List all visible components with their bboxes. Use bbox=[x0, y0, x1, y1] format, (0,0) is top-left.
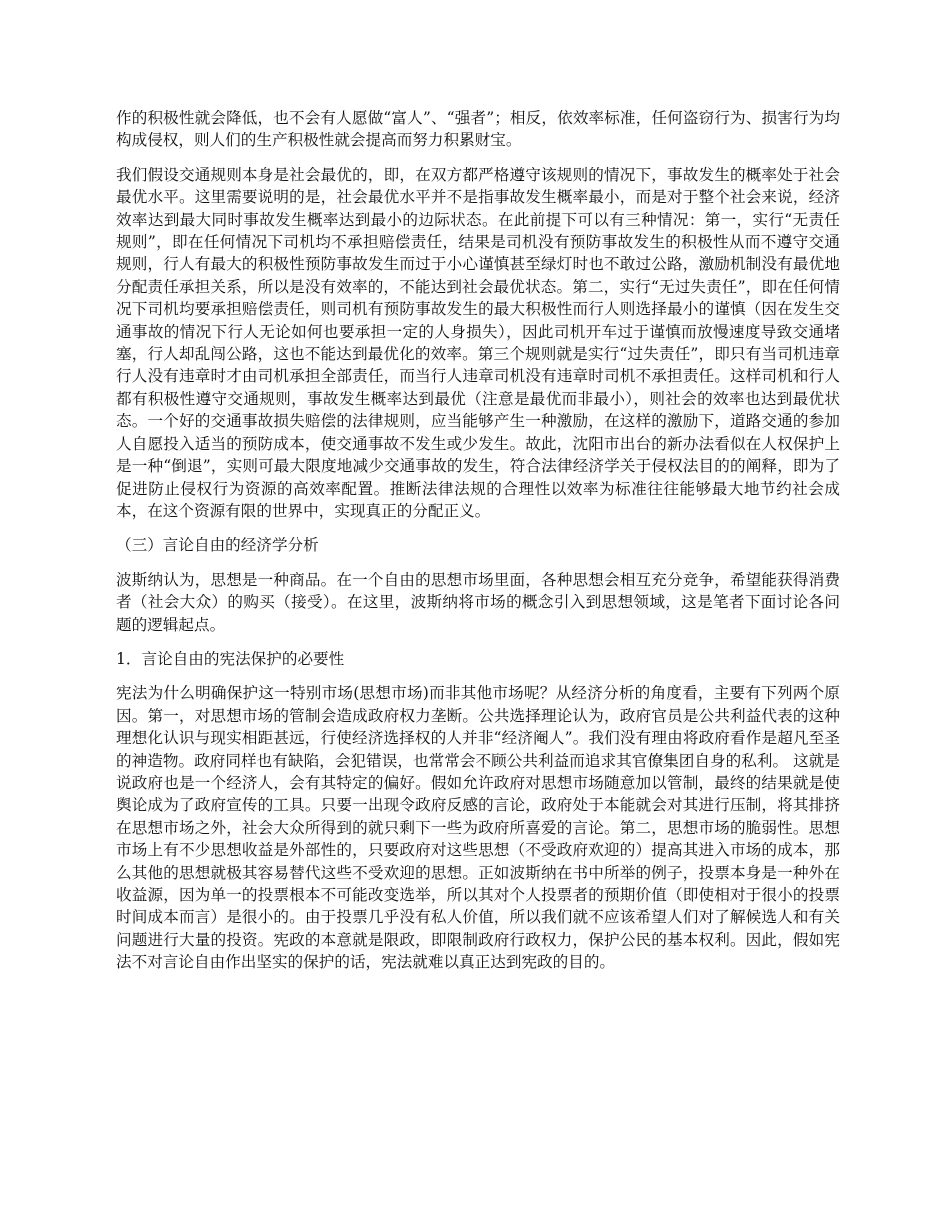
section-heading-free-speech: （三）言论自由的经济学分析 bbox=[116, 536, 319, 555]
paragraph-marketplace-of-ideas: 波斯纳认为，思想是一种商品。在一个自由的思想市场里面，各种思想会相互充分竞争，希望能获得消费者（社会大众）的购买（接受）。在这里，波斯纳将市场的概念引入到思想领域，这是笔者下面讨论各问题的逻辑起点。 bbox=[116, 570, 840, 634]
subsection-heading-constitutional-protection: 1．言论自由的宪法保护的必要性 bbox=[116, 649, 345, 668]
paragraph-constitutional-reasons: 宪法为什么明确保护这一特别市场(思想市场)而非其他市场呢？从经济分析的角度看，主要有下列两个原因。第一，对思想市场的管制会造成政府权力垄断。公共选择理论认为，政府官员是公共利益代表的这种理想化认识与现实相距甚远，行使经济选择权的人并非“经济阉人”。我们没有理由将政府看作是超凡至圣的神造物。政府同样也有缺陷，会犯错误，也常常会不顾公共利益而追求其官僚集团自身的私利。 这就是说政府也是一个经济人，会有其特定的偏好。假如允许政府对思想市场随意加以管制，最终的结果就是使舆论成为了政府宣传的工具。只要一出现令政府反感的言论，政府处于本能就会对其进行压制，将其排挤在思想市场之外，社会大众所得到的就只剩下一些为政府所喜爱的言论。第二，思想市场的脆弱性。思想市场上有不少思想收益是外部性的，只要政府对这些思想（不受政府欢迎的）提高其进入市场的成本，那么其他的思想就极其容易替代这些不受欢迎的思想。正如波斯纳在书中所举的例子，投票本身是一种外在收益源，因为单一的投票根本不可能改变选举，所以其对个人投票者的预期价值（即使相对于很小的投票时间成本而言）是很小的。由于投票几乎没有私人价值，所以我们就不应该希望人们对了解候选人和有关问题进行大量的投资。宪政的本意就是限政，即限制政府行政权力，保护公民的基本权利。因此，假如宪法不对言论自由作出坚实的保护的话，宪法就难以真正达到宪政的目的。 bbox=[116, 684, 840, 972]
paragraph-traffic-rules: 我们假设交通规则本身是社会最优的，即，在双方都严格遵守该规则的情况下，事故发生的概率处于社会最优水平。这里需要说明的是，社会最优水平并不是指事故发生概率最小，而是对于整个社会来说，经济效率达到最大同时事故发生概率达到最小的边际状态。在此前提下可以有三种情况：第一，实行“无责任规则”，即在任何情况下司机均不承担赔偿责任，结果是司机没有预防事故发生的积极性从而不遵守交通规则，行人有最大的积极性预防事故发生而过于小心谨慎甚至绿灯时也不敢过公路，激励机制没有最优地分配责任承担关系，所以是没有效率的，不能达到社会最优状态。第二，实行“无过失责任”，即在任何情况下司机均要承担赔偿责任，则司机有预防事故发生的最大积极性而行人则选择最小的谨慎（因在发生交通事故的情况下行人无论如何也要承担一定的人身损失），因此司机开车过于谨慎而放慢速度导致交通堵塞，行人却乱闯公路，这也不能达到最优化的效率。第三个规则就是实行“过失责任”，即只有当司机违章行人没有违章时才由司机承担全部责任，而当行人违章司机没有违章时司机不承担责任。这样司机和行人都有积极性遵守交通规则，事故发生概率达到最优（注意是最优而非最小），则社会的效率也达到最优状态。一个好的交通事故损失赔偿的法律规则，应当能够产生一种激励，在这样的激励下，道路交通的参加人自愿投入适当的预防成本，使交通事故不发生或少发生。故此，沈阳市出台的新办法看似在人权保护上是一种“倒退”，实则可最大限度地减少交通事故的发生，符合法律经济学关于侵权法目的的阐释，即为了促进防止侵权行为资源的高效率配置。推断法律法规的合理性以效率为标准往往能够最大地节约社会成本，在这个资源有限的世界中，实现真正的分配正义。 bbox=[116, 165, 840, 520]
paragraph-efficiency-standard: 作的积极性就会降低，也不会有人愿做“富人”、“强者”；相反，依效率标准，任何盗窃行为、损害行为均构成侵权，则人们的生产积极性就会提高而努力积累财宝。 bbox=[116, 109, 840, 150]
document-page bbox=[116, 107, 840, 986]
